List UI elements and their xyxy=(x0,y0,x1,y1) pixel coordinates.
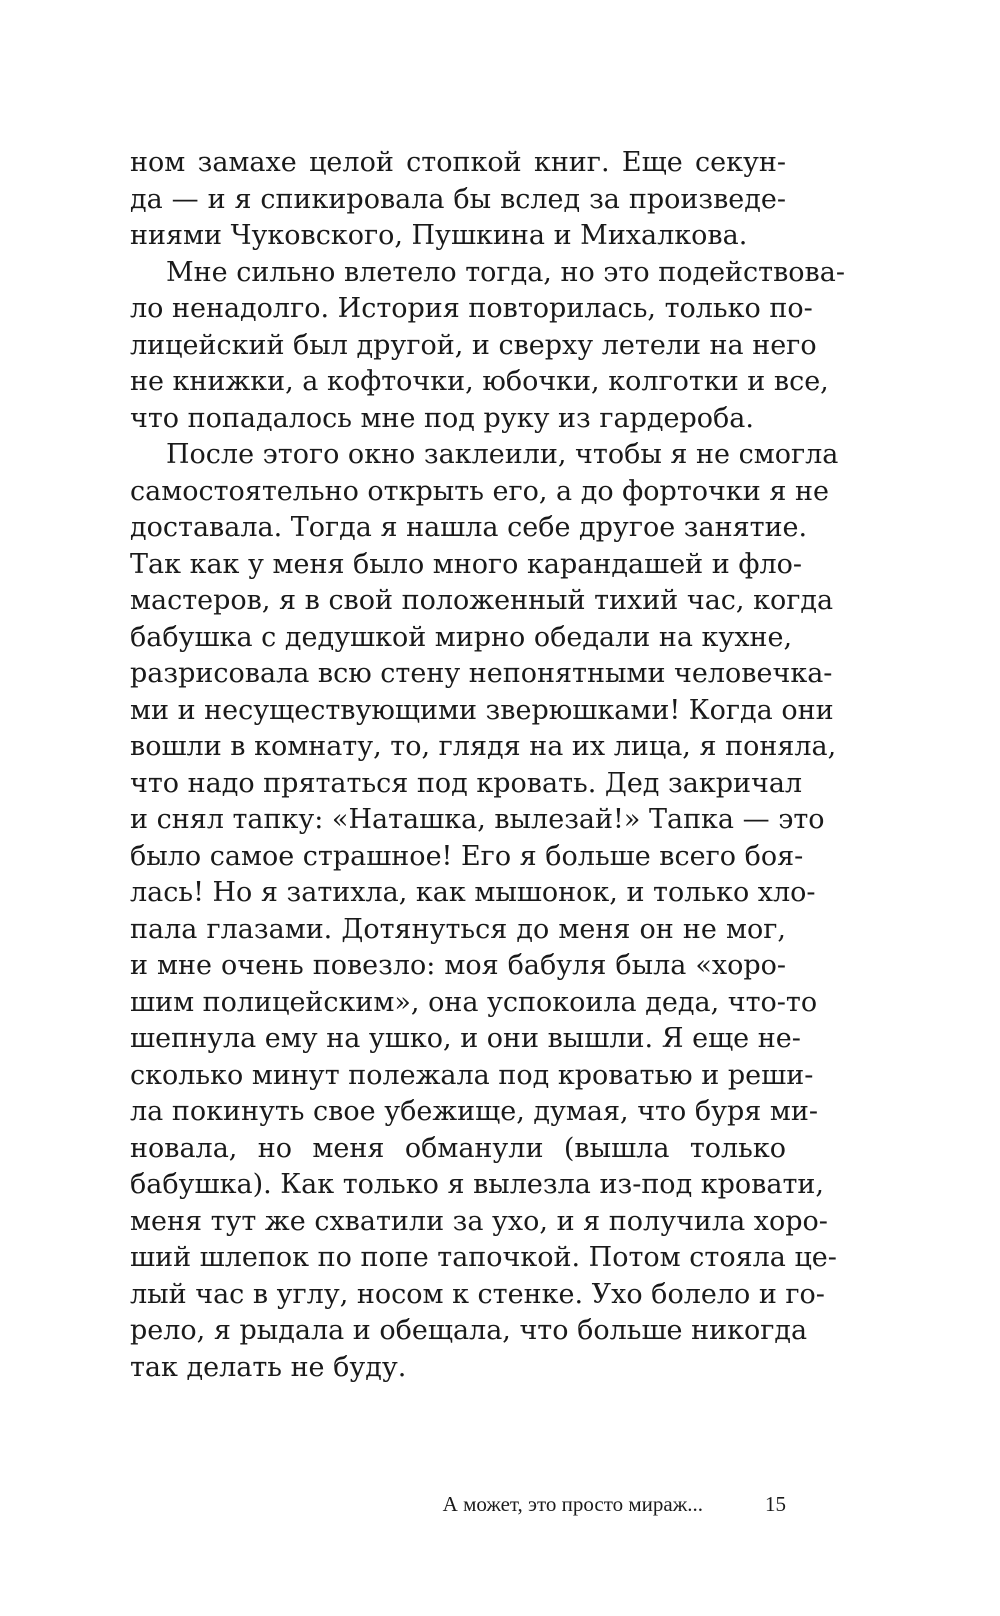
text-line: ми и несуществующими зверюшками! Когда они xyxy=(130,694,834,726)
paragraph-1 xyxy=(130,145,786,255)
paragraph-2 xyxy=(130,255,845,438)
text-line: самостоятельно открыть его, а до форточки я не xyxy=(130,475,829,507)
text-line: доставала. Тогда я нашла себе другое занятие. xyxy=(130,512,808,543)
text-line: да — и я спикировала бы вслед за произведе- xyxy=(130,183,786,215)
text-line: и снял тапку: «Наташка, вылезай!» Тапка — это xyxy=(130,804,825,835)
text-line: ном замахе целой стопкой книг. Еще секун- xyxy=(130,147,786,178)
text-line: лый час в углу, носом к стенке. Ухо болело и го- xyxy=(130,1278,825,1310)
text-line: ла покинуть свое убежище, думая, что буря ми- xyxy=(130,1096,818,1127)
text-line: разрисовала всю стену непонятными человечка- xyxy=(130,658,833,689)
page-footer xyxy=(130,1488,786,1520)
text-line: ший шлепок по попе тапочкой. Потом стояла це- xyxy=(130,1242,837,1273)
text-line: После этого окно заклеили, чтобы я не смогла xyxy=(166,439,839,470)
text-line: бабушка с дедушкой мирно обедали на кухне, xyxy=(130,621,793,653)
text-line: ниями Чуковского, Пушкина и Михалкова. xyxy=(130,220,748,251)
text-line: что попадалось мне под руку из гардероба. xyxy=(130,402,754,434)
text-line: лась! Но я затихла, как мышонок, и только хло- xyxy=(130,877,816,908)
text-line: Мне сильно влетело тогда, но это подействова- xyxy=(166,256,845,288)
text-line: что надо прятаться под кровать. Дед закричал xyxy=(130,767,803,799)
text-line: шепнула ему на ушко, и они вышли. Я еще не- xyxy=(130,1023,801,1054)
text-line: и мне очень повезло: моя бабуля была «хоро- xyxy=(130,950,786,981)
text-line: меня тут же схватили за ухо, и я получила хоро- xyxy=(130,1205,828,1237)
text-line: мастеров, я в свой положенный тихий час, когда xyxy=(130,585,834,616)
text-line: бабушка). Как только я вылезла из-под кровати, xyxy=(130,1169,824,1200)
text-line: так делать не буду. xyxy=(130,1351,407,1383)
page-body xyxy=(130,145,845,1386)
text-line: сколько минут полежала под кроватью и реши- xyxy=(130,1059,814,1091)
text-line: ло ненадолго. История повторилась, только по- xyxy=(130,293,813,324)
text-line: вошли в комнату, то, глядя на их лица, я поняла, xyxy=(130,731,837,762)
text-line: новала, но меня обманули (вышла только xyxy=(130,1132,786,1164)
text-line: лицейский был другой, и сверху летели на него xyxy=(130,329,817,361)
text-line: было самое страшное! Его я больше всего боя- xyxy=(130,840,804,872)
running-title: А может, это просто мираж... xyxy=(442,1492,703,1516)
paragraph-3 xyxy=(130,437,839,1386)
text-line: рело, я рыдала и обещала, что больше никогда xyxy=(130,1315,808,1346)
text-line: пала глазами. Дотянуться до меня он не мог, xyxy=(130,913,786,945)
text-line: шим полицейским», она успокоила деда, что-то xyxy=(130,986,818,1018)
page-number: 15 xyxy=(765,1492,786,1516)
text-line: не книжки, а кофточки, юбочки, колготки и все, xyxy=(130,366,829,397)
text-line: Так как у меня было много карандашей и фло- xyxy=(130,548,802,580)
